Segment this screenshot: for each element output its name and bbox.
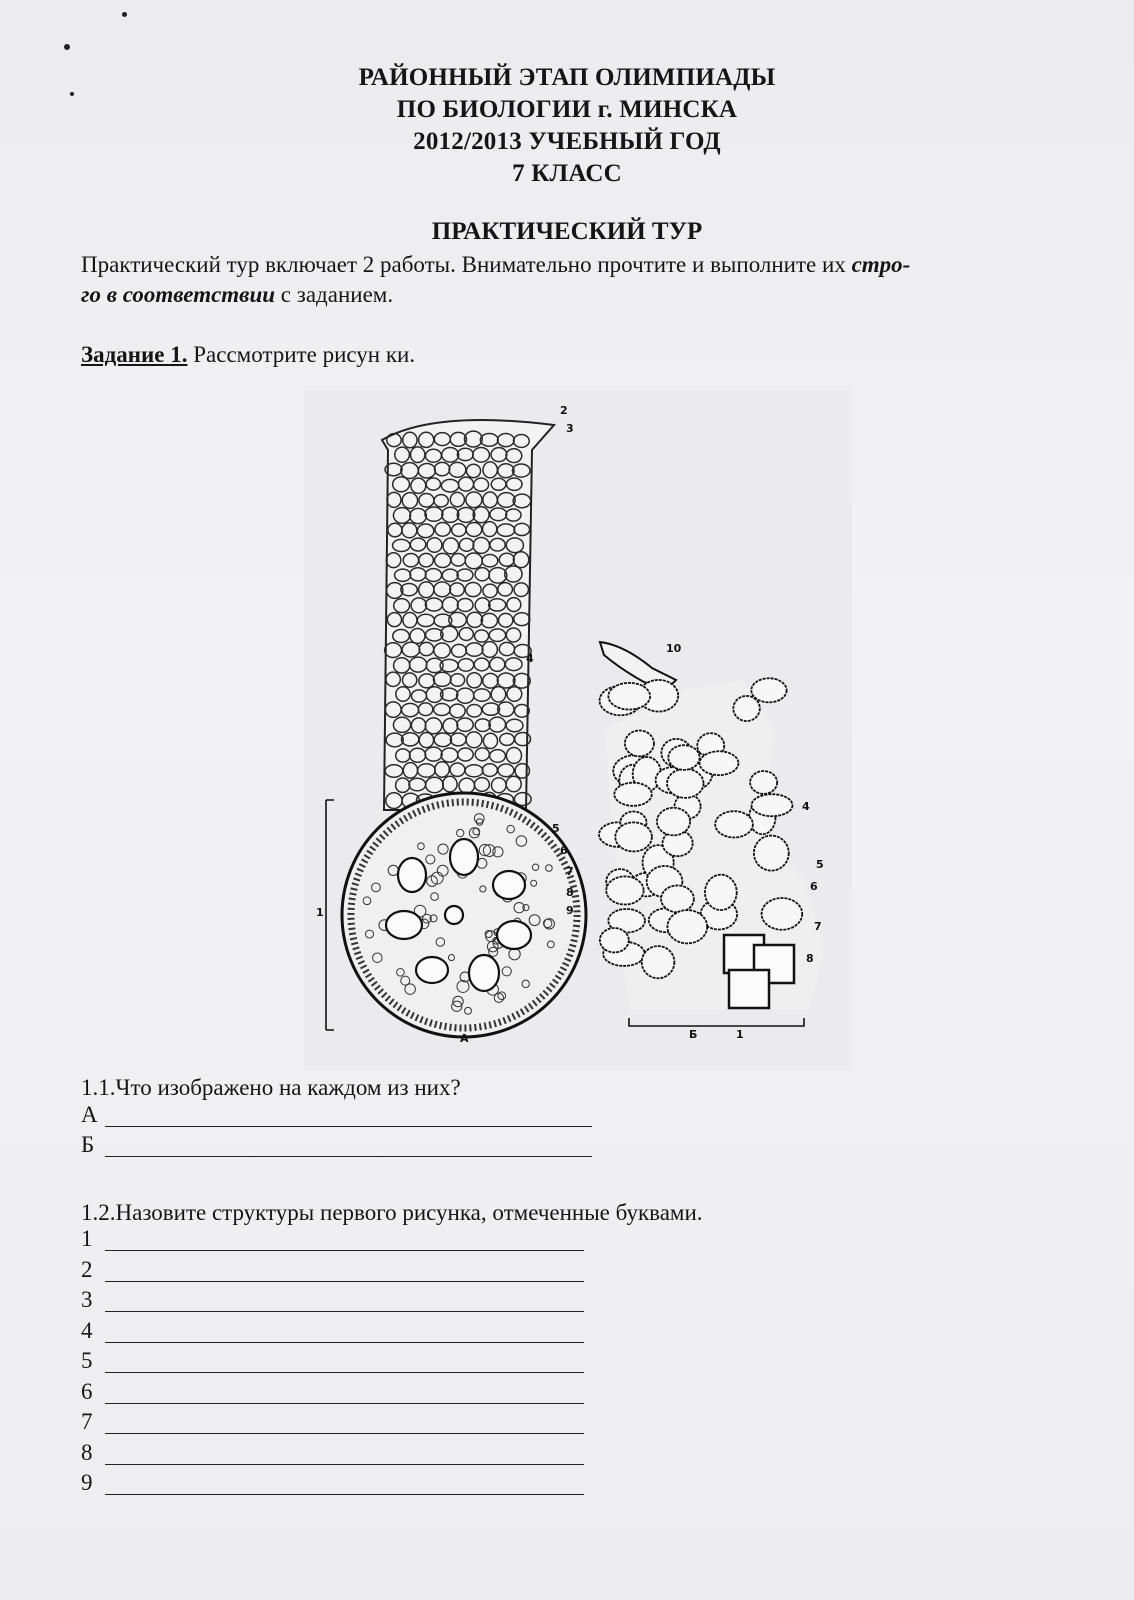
cortex-cell [700,751,739,775]
intro-text: Практический тур включает 2 работы. Внимательно прочтите и выполните их [81,252,852,277]
answer-label: 5 [81,1348,93,1373]
cortex-cell [661,885,694,912]
figure-a-label: А [460,1032,469,1045]
header-line-2: ПО БИОЛОГИИ г. МИНСКА [396,96,738,123]
figure-b-label: 7 [814,920,822,933]
xylem-vessel [416,957,448,983]
question-1-1: 1.1.Что изображено на каждом из них? [81,1075,461,1100]
answer-row-9[interactable] [81,1470,101,1500]
cortex-cell [615,822,652,851]
cortex-cell [750,771,777,794]
xylem-vessel [497,921,531,949]
answer-line[interactable] [105,1311,584,1312]
cortex-cell [667,769,704,798]
cortex-cell [751,678,786,702]
intro-emphasis: стро- [851,252,911,277]
intro-text-end: с заданием. [275,282,394,307]
figure-a-cross-section [326,793,586,1037]
figure-a-label: 9 [566,904,574,917]
cortex-cell [754,836,789,871]
figure-a-label: 7 [566,865,574,878]
figure-a-label: 3 [566,422,574,435]
answer-label: 7 [81,1409,93,1434]
answer-row-b[interactable] [81,1132,101,1162]
cortex-cell [715,811,753,837]
answer-line[interactable] [105,1464,584,1465]
answer-row-5[interactable] [81,1348,101,1378]
cortex-cell [614,783,651,806]
answer-row-7[interactable] [81,1409,101,1439]
xylem-vessel [386,911,422,939]
answer-label: 4 [81,1317,93,1343]
bracket-b [629,1018,804,1026]
header-line-3: 2012/2013 УЧЕБНЫЙ ГОД [413,128,721,155]
task-1-heading [81,342,415,368]
xylem-vessel [398,858,426,892]
answer-row-a[interactable] [81,1102,101,1132]
scan-speck [122,12,127,17]
answer-line[interactable] [105,1250,584,1251]
bracket-1 [326,800,334,1030]
xylem-vessel [450,839,478,875]
figure-drawing [304,390,852,1070]
answer-row-3[interactable] [81,1287,101,1317]
figure-b-label: 1 [736,1028,744,1041]
xylem-vessel [445,906,463,924]
figure-a-label: 1 [316,906,324,919]
vessel-cell [729,970,769,1008]
answer-row-8[interactable] [81,1440,101,1470]
header-line-4: 7 КЛАСС [512,160,622,187]
answer-line[interactable] [105,1281,584,1282]
answer-label: 6 [81,1378,93,1404]
answer-line[interactable] [105,1433,584,1434]
cortex-cell [733,696,760,721]
answer-label: 9 [81,1470,93,1495]
answer-line[interactable] [105,1494,584,1495]
answer-label: Б [81,1132,95,1157]
cortex-cell [762,898,803,930]
answer-line[interactable] [105,1126,592,1127]
cortex-cell [606,876,643,904]
answer-label: А [81,1102,98,1127]
figure-b-label: 4 [802,800,810,813]
figure-a-root-hair-column [382,420,554,810]
answer-line[interactable] [105,1403,584,1404]
xylem-vessel [493,871,525,899]
figure-b-label: 8 [806,952,814,965]
figure-a-label: 8 [566,886,574,899]
cortex-cell [667,910,707,943]
answer-row-2[interactable] [81,1257,101,1287]
answer-line[interactable] [105,1372,584,1373]
cortex-cell [625,730,654,756]
figure-a-label: 5 [552,822,560,835]
answer-line[interactable] [105,1342,584,1343]
answer-label: 8 [81,1439,93,1465]
answer-row-4[interactable] [81,1318,101,1348]
header-line-1: РАЙОННЫЙ ЭТАП ОЛИМПИАДЫ [358,64,776,91]
figure-a-label: 6 [560,844,568,857]
xylem-vessel [469,955,499,991]
answer-line[interactable] [105,1156,592,1157]
answer-row-1[interactable] [81,1226,101,1256]
cortex-cell [668,745,699,770]
section-title: ПРАКТИЧЕСКИЙ ТУР [431,218,703,245]
answer-label: 1 [81,1226,93,1251]
question-1-2: 1.2.Назовите структуры первого рисунка, отмеченные буквами. [81,1200,703,1225]
figure-b-label: 10 [666,642,682,655]
intro-emphasis-2: го в соответствии [81,282,276,307]
figure-b-label: 6 [810,880,818,893]
intro-paragraph [81,250,1061,310]
task-1-label: Задание 1. [81,342,188,367]
scan-speck [64,44,70,50]
answer-label: 2 [81,1256,93,1282]
task-1-text: Рассмотрите рисун ки. [187,342,416,367]
olympiad-header [0,62,1134,190]
cortex-cell [600,928,629,952]
cortex-cell [657,808,690,836]
figure-a-label: 2 [560,404,568,417]
figure-b-label: 5 [816,858,824,871]
figure-b-label: Б [689,1028,698,1041]
cortex-cell [752,794,793,816]
cortex-cell [608,683,650,710]
cortex-cell [642,946,675,978]
root-cross-section-figure [304,390,852,1070]
figure-b-tissue-detail [599,642,824,1026]
answer-row-6[interactable] [81,1379,101,1409]
answer-label: 3 [81,1287,93,1312]
figure-a-label: 4 [526,652,534,665]
cortex-cell [705,875,737,910]
